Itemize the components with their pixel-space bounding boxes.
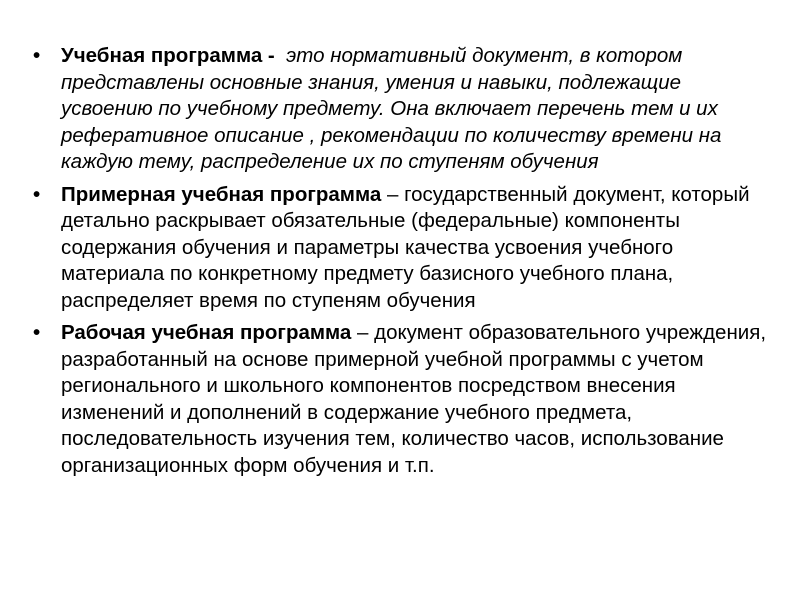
list-item-sample-program [33, 182, 773, 315]
definitions-list [33, 43, 773, 479]
term-separator [275, 44, 286, 67]
bullet-icon: • [33, 44, 41, 67]
term-sample-program: Примерная учебная программа [61, 182, 382, 206]
bullet-icon: • [33, 321, 41, 344]
definition-study-program: это нормативный документ, в котором представлены основные знания, умения и навыки, подлежащие усвоению по учебному предмету. Она включает перечень тем и их реферативное описание , рекомендации по количеству времени на каждую тему, распределение их по ступеням обучения [61, 44, 722, 173]
term-working-program: Рабочая учебная программа [61, 321, 352, 344]
term-study-program: Учебная программа - [61, 44, 275, 67]
term-separator: – [351, 321, 375, 344]
term-separator: – [381, 182, 405, 206]
list-item-working-program [33, 320, 773, 479]
definition-sample-program: государственный документ, который детально раскрывает обязательные (федеральные) компоненты содержания обучения и параметры качества усвоения учебного материала по конкретному предмету базисного учебного плана, распределяет время по ступеням обучения [61, 182, 750, 312]
definition-working-program: документ образовательного учреждения, разработанный на основе примерной учебной программы с учетом регионального и школьного компонентов посредством внесения изменений и дополнений в содержание учебного предмета, последовательность изучения тем, количество часов, использование организационных форм обучения и т.п. [61, 321, 767, 477]
list-item-study-program [33, 43, 773, 176]
bullet-icon: • [33, 182, 41, 206]
